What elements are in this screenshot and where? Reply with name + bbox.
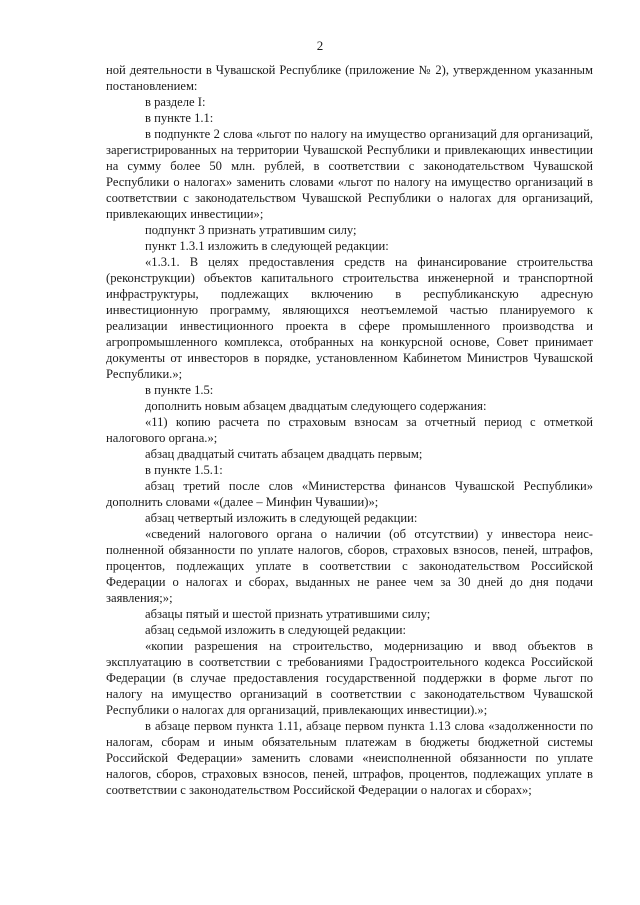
paragraph: ной деятельности в Чувашской Республике (приложение № 2), утвержденном указанным постановлением: [106,63,593,93]
paragraph: подпункт 3 признать утратившим силу; [145,223,357,237]
page-number: 2 [316,38,324,53]
paragraph: в абзаце первом пункта 1.11, абзаце первом пункта 1.13 слова «задолженности по налогам, сборам и иным обязательным платежам в бюджеты бюджетной системы Российской Федерации» заменить словами «неисполненной обязанности по уплате налогов, сборов, страховых взносов, пеней, штрафов, процентов, подлежащих уплате в соответствии с законодательством Российской Федерации о налогах и сборах»; [106,719,593,797]
paragraph: пункт 1.3.1 изложить в следующей редакции: [145,239,389,253]
paragraph: абзац третий после слов «Министерства финансов Чувашской Республики» дополнить словами «(далее – Минфин Чувашии)»; [106,479,593,509]
paragraph: в пункте 1.1: [145,111,214,125]
paragraph: в пункте 1.5.1: [145,463,223,477]
paragraph: дополнить новым абзацем двадцатым следующего содержания: [145,399,487,413]
paragraph: абзац двадцатый считать абзацем двадцать первым; [145,447,423,461]
paragraph: «1.3.1. В целях предоставления средств на финансирование строительства (реконструкции) объектов капитального строительства инженерной и транспортной инфраструктуры, подлежащих включению в республиканскую адресную инвестиционную программу, являющихся неотъемлемой частью планируемого к реализации инвестиционного проекта в сфере промышленного производства и агропромышленного комплекса, отобранных на конкурсной основе, Совет принимает документы от инвесторов в порядке, установленном Кабинетом Министров Чувашской Республики.»; [106,255,593,381]
paragraph: «11) копию расчета по страховым взносам за отчетный период с отметкой налогового органа.»; [106,415,593,445]
paragraph: в пункте 1.5: [145,383,214,397]
paragraph: в разделе I: [145,95,206,109]
paragraph: в подпункте 2 слова «льгот по налогу на имущество организаций для организаций, зарегистрированных на территории Чувашской Республики и привлекающих инвестиции на сумму более 50 млн. рублей, в соответствии с законодательством Чувашской Республики о налогах» заменить словами «льгот по налогу на имущество организаций в соответствии с законодательством Чувашской Республики о налогах для организаций, привлекающих инвестиции»; [106,127,593,221]
paragraph: абзац седьмой изложить в следующей редакции: [145,623,406,637]
paragraph: «сведений налогового органа о наличии (об отсутствии) у инвестора неисполненной обязанности по уплате налогов, сборов, страховых взносов, пеней, штрафов, процентов, подлежащих уплате в соответствии с законодательством Российской Федерации о налогах и сборах, выданных не ранее чем за 30 дней до дня подачи заявления;»; [106,527,593,605]
document-body [106,62,593,798]
paragraph: «копии разрешения на строительство, модернизацию и ввод объектов в эксплуатацию в соответствии с требованиями Градостроительного кодекса Российской Федерации (в случае предоставления государственной поддержки в форме льгот по налогу на имущество организаций в соответствии с законодательством Чувашской Республики о налогах для организаций, привлекающих инвестиции).»; [106,639,593,717]
paragraph: абзац четвертый изложить в следующей редакции: [145,511,418,525]
paragraph: абзацы пятый и шестой признать утратившими силу; [145,607,431,621]
